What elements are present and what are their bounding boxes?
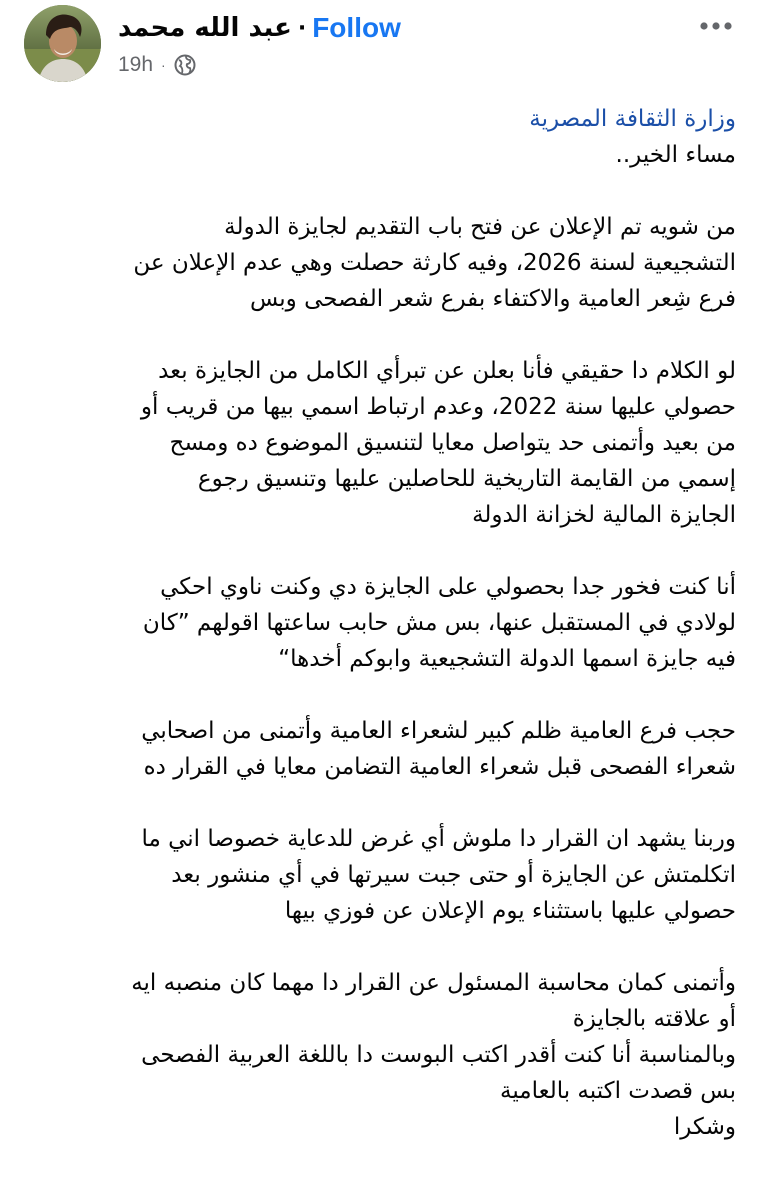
text-line: من شويه تم الإعلان عن فتح باب التقديم لجايزة الدولة: [224, 214, 736, 240]
post-text: [16, 101, 736, 1145]
post-paragraph: [16, 137, 736, 173]
post-paragraph: [16, 821, 736, 929]
post-header: [0, 0, 758, 96]
text-line: التشجيعية لسنة 2026، وفيه كارثة حصلت وهي عدم الإعلان عن: [133, 250, 736, 276]
author-line: [118, 10, 401, 46]
text-line: أنا كنت فخور جدا بحصولي على الجايزة دي وكنت ناوي احكي: [160, 574, 736, 600]
text-line: فرع شِعر العامية والاكتفاء بفرع شعر الفصحى وبس: [249, 286, 736, 312]
author-name[interactable]: عبد الله محمد: [118, 13, 292, 43]
text-line: حصولي عليها باستثناء يوم الإعلان عن فوزي بيها: [284, 898, 736, 924]
post-paragraph: [16, 209, 736, 317]
page-mention-link[interactable]: وزارة الثقافة المصرية: [529, 106, 736, 132]
meta-separator: ·: [161, 57, 166, 73]
post-timestamp[interactable]: 19h: [118, 53, 154, 76]
text-line: وربنا يشهد ان القرار دا ملوش أي غرض للدعاية خصوصا اني ما: [141, 826, 736, 852]
post-paragraph: [16, 353, 736, 533]
text-line: مساء الخير..: [615, 142, 736, 168]
text-line: وشكرا: [673, 1114, 736, 1140]
text-line: حصولي عليها سنة 2022، وعدم ارتباط اسمي بيها من قريب أو: [140, 394, 736, 420]
text-line: شعراء الفصحى قبل شعراء العامية التضامن معايا في القرار ده: [143, 754, 736, 780]
text-line: بس قصدت اكتبه بالعامية: [500, 1078, 736, 1104]
more-horizontal-icon: [699, 21, 733, 31]
text-line: لولادي في المستقبل عنها، بس مش حابب ساعتها اقولهم ”كان: [142, 610, 736, 636]
avatar-photo: [24, 5, 101, 82]
post-paragraph: [16, 713, 736, 785]
more-options-button[interactable]: [696, 6, 736, 46]
post-paragraph: [16, 569, 736, 677]
follow-button[interactable]: Follow: [312, 12, 401, 43]
text-line: فيه جايزة اسمها الدولة التشجيعية وابوكم أخدها“: [278, 646, 736, 672]
text-line: وبالمناسبة أنا كنت أقدر اكتب البوست دا باللغة العربية الفصحى: [141, 1042, 736, 1068]
text-line: من بعيد وأتمنى حد يتواصل معايا لتنسيق الموضوع ده ومسح: [169, 430, 736, 456]
globe-icon[interactable]: [174, 54, 196, 76]
text-line: اتكلمتش عن الجايزة أو حتى جبت سيرتها في أي منشور بعد: [171, 862, 736, 888]
text-line: الجايزة المالية لخزانة الدولة: [472, 502, 736, 528]
name-separator: ·: [297, 15, 307, 41]
text-line: وأتمنى كمان محاسبة المسئول عن القرار دا مهما كان منصبه ايه: [131, 970, 736, 996]
text-line: إسمي من القايمة التاريخية للحاصلين عليها وتنسيق رجوع: [197, 466, 736, 492]
text-line: لو الكلام دا حقيقي فأنا بعلن عن تبرأي الكامل من الجايزة بعد: [158, 358, 736, 384]
avatar[interactable]: [24, 5, 101, 82]
text-line: أو علاقته بالجايزة: [572, 1006, 736, 1032]
post-paragraph: [16, 965, 736, 1145]
post-meta: [118, 50, 196, 80]
text-line: حجب فرع العامية ظلم كبير لشعراء العامية وأتمنى من اصحابي: [141, 718, 736, 744]
